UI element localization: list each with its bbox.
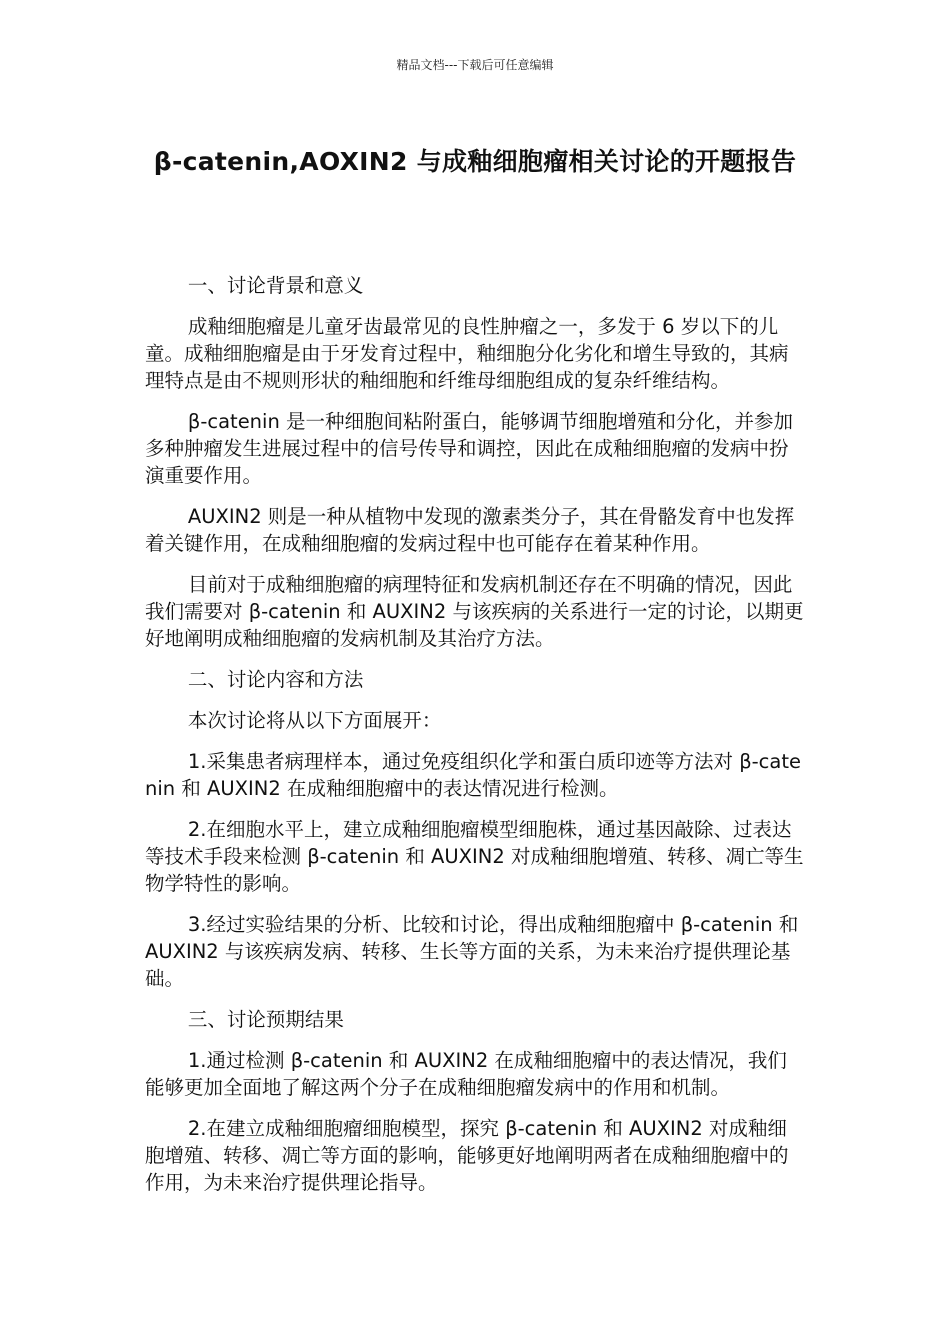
paragraph: 2.在细胞水平上，建立成釉细胞瘤模型细胞株，通过基因敲除、过表达等技术手段来检测 β-catenin 和 AUXIN2 对成釉细胞增殖、转移、凋亡等生物学特性的影响。: [145, 818, 804, 895]
page-header: 精品文档---下载后可任意编辑: [396, 58, 554, 72]
paragraph: β-catenin 是一种细胞间粘附蛋白，能够调节细胞增殖和分化，并参加多种肿瘤发生进展过程中的信号传导和调控，因此在成釉细胞瘤的发病中扮演重要作用。: [145, 410, 794, 487]
paragraph: 目前对于成釉细胞瘤的病理特征和发病机制还存在不明确的情况，因此我们需要对 β-catenin 和 AUXIN2 与该疾病的关系进行一定的讨论，以期更好地阐明成釉细胞瘤的发病机制及其治疗方法。: [145, 573, 804, 650]
document-title: β-catenin,AOXIN2 与成釉细胞瘤相关讨论的开题报告: [153, 147, 797, 176]
paragraph: 2.在建立成釉细胞瘤细胞模型，探究 β-catenin 和 AUXIN2 对成釉细胞增殖、转移、凋亡等方面的影响，能够更好地阐明两者在成釉细胞瘤中的作用，为未来治疗提供理论指导。: [145, 1117, 789, 1194]
paragraph: AUXIN2 则是一种从植物中发现的激素类分子，其在骨骼发育中也发挥着关键作用，在成釉细胞瘤的发病过程中也可能存在着某种作用。: [145, 505, 795, 555]
section-heading-background: 一、讨论背景和意义: [187, 274, 364, 297]
paragraph: 1.采集患者病理样本，通过免疫组织化学和蛋白质印迹等方法对 β-catenin 和 AUXIN2 在成釉细胞瘤中的表达情况进行检测。: [145, 750, 801, 800]
paragraph: 成釉细胞瘤是儿童牙齿最常见的良性肿瘤之一，多发于 6 岁以下的儿童。成釉细胞瘤是由于牙发育过程中，釉细胞分化劣化和增生导致的，其病理特点是由不规则形状的釉细胞和纤维母细胞组成的复杂纤维结构。: [145, 315, 789, 392]
section-heading-content-methods: 二、讨论内容和方法: [187, 668, 364, 691]
paragraph: 3.经过实验结果的分析、比较和讨论，得出成釉细胞瘤中 β-catenin 和 AUXIN2 与该疾病发病、转移、生长等方面的关系，为未来治疗提供理论基础。: [145, 913, 799, 990]
paragraph: 本次讨论将从以下方面展开：: [187, 709, 442, 732]
section-heading-expected-results: 三、讨论预期结果: [187, 1008, 344, 1031]
document-body: [145, 272, 805, 1210]
paragraph: 1.通过检测 β-catenin 和 AUXIN2 在成釉细胞瘤中的表达情况，我们能够更加全面地了解这两个分子在成釉细胞瘤发病中的作用和机制。: [145, 1049, 787, 1099]
